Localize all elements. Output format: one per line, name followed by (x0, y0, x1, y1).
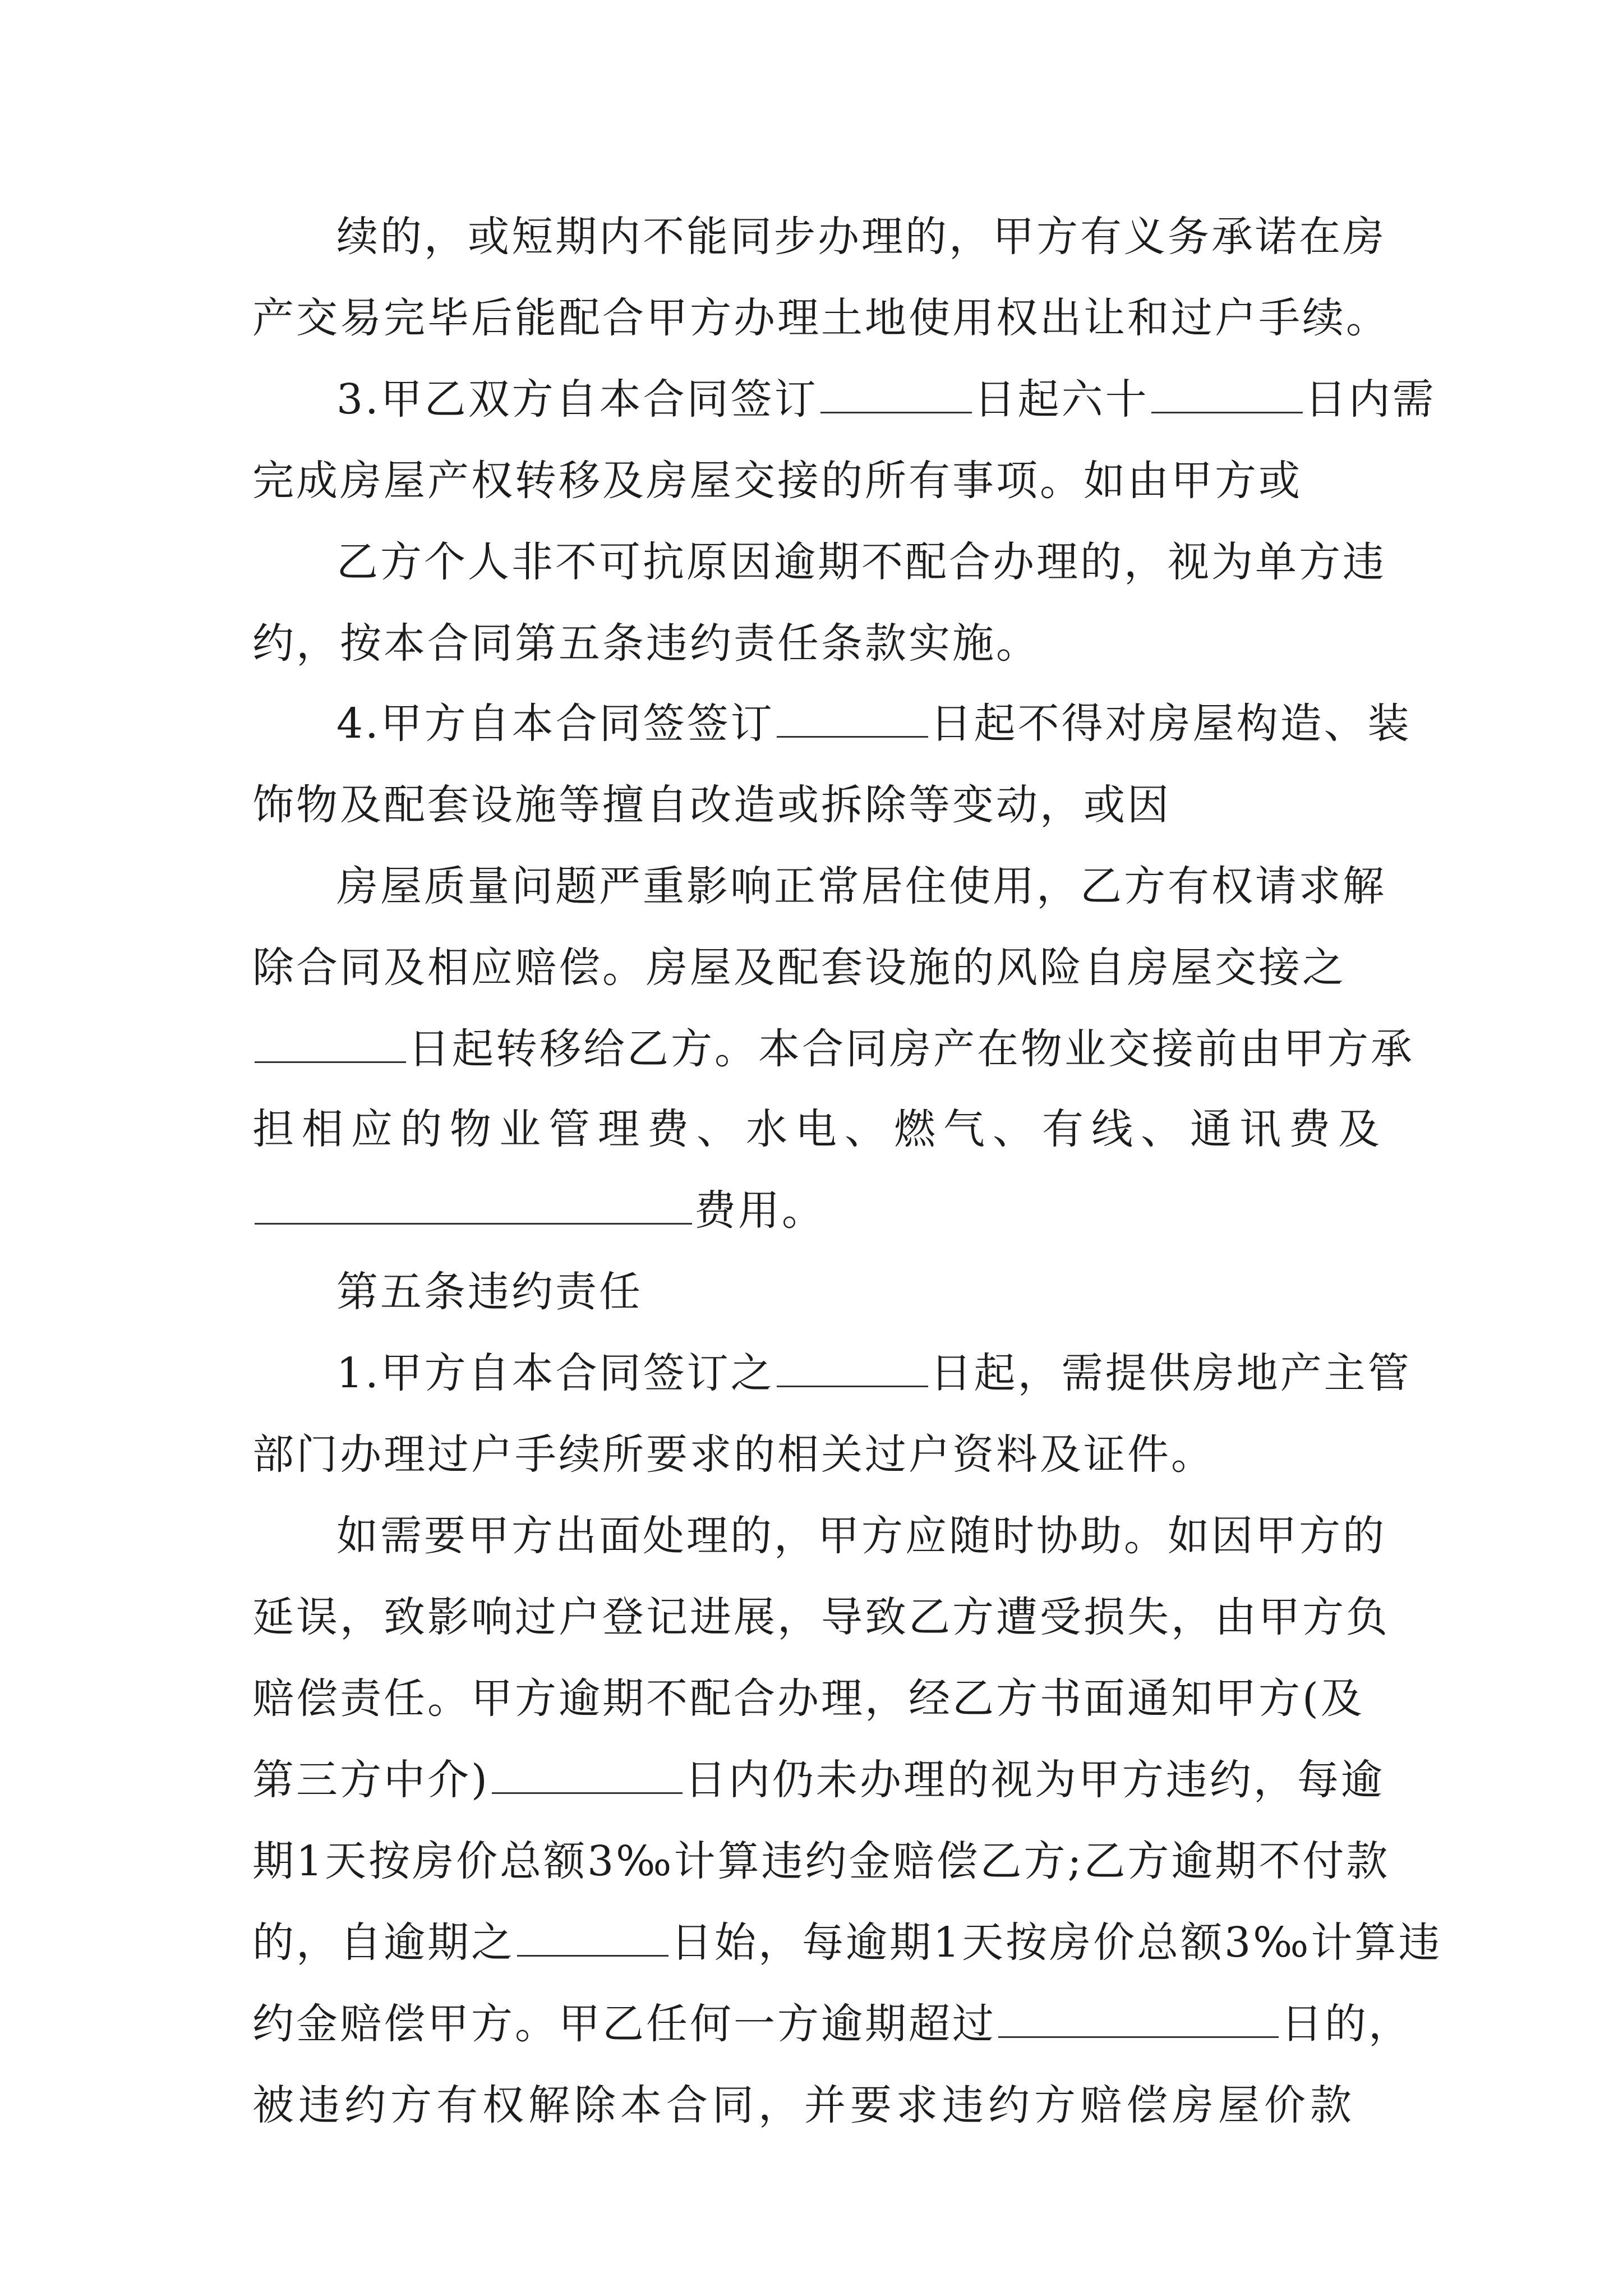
text-line: 房屋质量问题严重影响正常居住使用，乙方有权请求解 (336, 862, 1386, 910)
text-line: 期1天按房价总额3‰计算违约金赔偿乙方;乙方逾期不付款 (252, 1837, 1390, 1885)
fill-in-blank (255, 1189, 692, 1225)
text-line: 赔偿责任。甲方逾期不配合办理，经乙方书面通知甲方(及 (252, 1674, 1364, 1723)
text-line: 被违约方有权解除本合同，并要求违约方赔偿房屋价款 (252, 2081, 1356, 2129)
text-line: 担相应的物业管理费、水电、燃气、有线、通讯费及 (252, 1105, 1387, 1153)
text-line: 续的，或短期内不能同步办理的，甲方有义务承诺在房 (336, 213, 1386, 261)
fill-in-blank (1151, 378, 1303, 413)
text-line: 费用。 (252, 1182, 1391, 1239)
text-line: 3.甲乙双方自本合同签订 日起六十 日内需 (336, 375, 1436, 424)
text-line: 乙方个人非不可抗原因逾期不配合办理的，视为单方违 (336, 538, 1386, 586)
text-line: 约，按本合同第五条违约责任条款实施。 (252, 619, 1040, 668)
text-line: 除合同及相应赔偿。房屋及配套设施的风险自房屋交接之 (252, 944, 1346, 992)
fill-in-blank (820, 378, 972, 413)
text-line: 的，自逾期之 日始，每逾期1天按房价总额3‰计算违 (252, 1918, 1442, 1967)
fill-in-blank (492, 1759, 683, 1794)
text-line: 约金赔偿甲方。甲乙任何一方逾期超过 日的， (252, 2000, 1412, 2048)
text-line: 日起转移给乙方。本合同房产在物业交接前由甲方承 (252, 1021, 1391, 1077)
text-line: 部门办理过户手续所要求的相关过户资料及证件。 (252, 1430, 1215, 1479)
text-line: 如需要甲方出面处理的，甲方应随时协助。如因甲方的 (336, 1512, 1386, 1560)
text-line: 完成房屋产权转移及房屋交接的所有事项。如由甲方或 (252, 457, 1302, 505)
fill-in-blank (998, 2003, 1279, 2038)
fill-in-blank (777, 702, 928, 738)
section-heading: 第五条违约责任 (336, 1268, 643, 1316)
text-line: 1.甲方自本合同签订之 日起，需提供房地产主管 (336, 1349, 1412, 1397)
text-line: 延误，致影响过户登记进展，导致乙方遭受损失，由甲方负 (252, 1593, 1390, 1641)
text-line: 4.甲方自本合同签签订 日起不得对房屋构造、装 (336, 700, 1412, 748)
fill-in-blank (517, 1921, 668, 1957)
text-line: 产交易完毕后能配合甲方办理土地使用权出让和过户手续。 (252, 294, 1390, 342)
fill-in-blank (255, 1028, 406, 1063)
fill-in-blank (777, 1352, 928, 1387)
text-line: 饰物及配套设施等擅自改造或拆除等变动，或因 (252, 781, 1171, 829)
text-line: 第三方中介) 日内仍未办理的视为甲方违约，每逾 (252, 1756, 1385, 1804)
